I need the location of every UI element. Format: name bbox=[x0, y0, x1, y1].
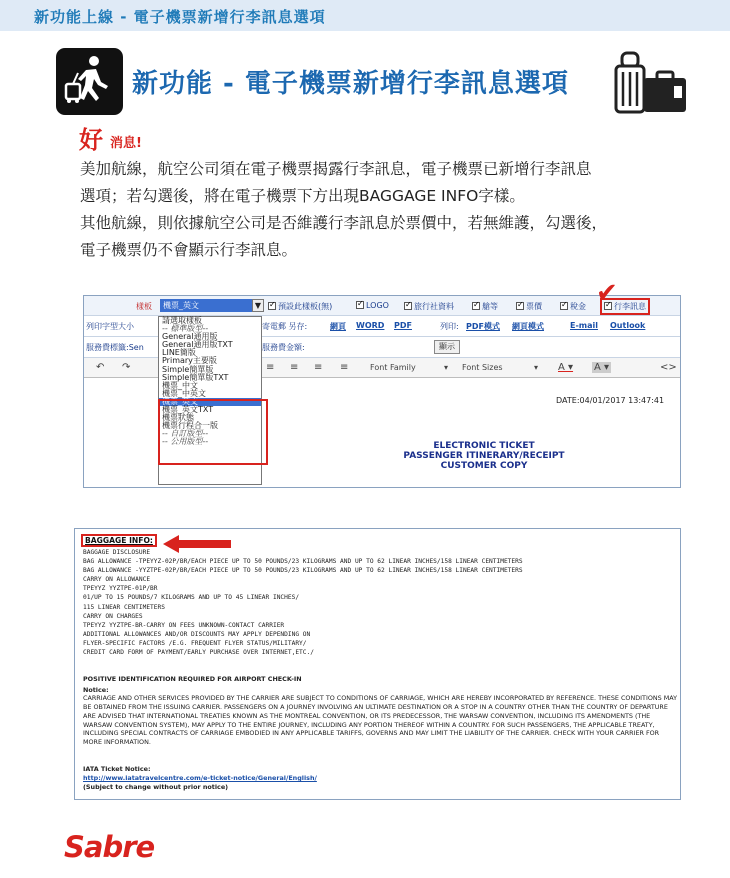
baggage-line: 01/UP TO 15 POUNDS/7 KILOGRAMS AND UP TO 45 LINEAR INCHES/ bbox=[83, 594, 300, 602]
dropdown-option[interactable]: General通用版 bbox=[162, 332, 218, 342]
dropdown-option[interactable]: 機票_中文 bbox=[162, 380, 198, 390]
save-pdf-link[interactable]: PDF bbox=[394, 321, 412, 330]
print-label: 列印: bbox=[440, 322, 459, 331]
template-select[interactable]: 機票_英文 bbox=[160, 299, 252, 312]
template-row bbox=[84, 296, 680, 316]
iata-block bbox=[83, 765, 317, 792]
baggage-info-screenshot bbox=[74, 528, 681, 800]
align-center-icon[interactable]: ≡ bbox=[290, 362, 299, 373]
font-color-icon[interactable]: A ▾ bbox=[558, 362, 574, 373]
baggage-line: FLYER-SPECIFIC FACTORS /E.G. FREQUENT FLYER STATUS/MILITARY/ bbox=[83, 639, 307, 647]
dropdown-option[interactable]: 機票_英文TXT bbox=[162, 405, 214, 415]
baggage-line: CREDIT CARD FORM OF PAYMENT/EARLY PURCHASE OVER INTERNET,ETC./ bbox=[83, 649, 314, 657]
print-web-link[interactable]: 網頁模式 bbox=[512, 322, 544, 331]
email-link[interactable]: E-mail bbox=[570, 321, 599, 330]
justify-icon[interactable]: ≡ bbox=[340, 362, 349, 373]
dropdown-option[interactable]: LINE簡版 bbox=[162, 348, 196, 358]
dropdown-option[interactable]: 請選取樣板 bbox=[162, 316, 202, 325]
eticket-line: ELECTRONIC TICKET bbox=[433, 441, 535, 451]
font-size-select[interactable]: Font Sizes bbox=[462, 363, 503, 372]
baggage-line: TPEYYZ YYZTPE-01P/BR bbox=[83, 585, 158, 593]
baggage-line: TPEYYZ YYZTPE-BR-CARRY ON FEES UNKNOWN-CONTACT CARRIER bbox=[83, 621, 285, 629]
baggage-line: CARRY ON CHARGES bbox=[83, 612, 143, 620]
cabin-class-checkbox[interactable]: ✓ 艙等 bbox=[472, 301, 498, 312]
dropdown-group: -- 標準版型-- bbox=[162, 324, 209, 334]
outlook-link[interactable]: Outlook bbox=[610, 321, 646, 330]
eticket-header bbox=[384, 441, 584, 471]
dropdown-option[interactable]: General通用版TXT bbox=[162, 340, 233, 350]
chevron-down-icon[interactable]: ▾ bbox=[534, 363, 539, 372]
iata-note: (Subject to change without prior notice) bbox=[83, 783, 229, 791]
notice-title: Notice: bbox=[83, 685, 109, 694]
dropdown-option[interactable]: Primary主要版 bbox=[162, 356, 217, 366]
save-word-link[interactable]: WORD bbox=[356, 321, 385, 330]
eticket-line: CUSTOMER COPY bbox=[440, 461, 528, 471]
chevron-down-icon[interactable]: ▾ bbox=[444, 363, 449, 372]
baggage-line: BAG ALLOWANCE -YYZTPE-02P/BR/EACH PIECE UP TO 50 POUNDS/23 KILOGRAMS AND UP TO 62 LINEAR INCHES/158 LINEAR CENTIMETERS bbox=[83, 567, 523, 575]
print-pdf-link[interactable]: PDF模式 bbox=[466, 322, 500, 331]
red-check-icon: ✔ bbox=[596, 278, 618, 308]
ticket-settings-screenshot bbox=[83, 278, 681, 488]
baggage-line: BAG ALLOWANCE -TPEYYZ-02P/BR/EACH PIECE UP TO 50 POUNDS/23 KILOGRAMS AND UP TO 62 LINEAR INCHES/158 LINEAR CENTIMETERS bbox=[83, 558, 523, 566]
dropdown-group: -- 公用版型-- bbox=[162, 437, 209, 447]
dropdown-option[interactable]: 機票_中英文 bbox=[162, 388, 206, 398]
news-paragraph-line: 美加航線，航空公司須在電子機票揭露行李訊息，電子機票已新增行李訊息 bbox=[80, 160, 592, 178]
align-left-icon[interactable]: ≡ bbox=[266, 362, 275, 373]
template-label: 樣板 bbox=[136, 302, 152, 311]
baggage-info-checkbox[interactable]: ✓ 行李訊息 bbox=[600, 298, 650, 315]
dropdown-option[interactable]: Simple簡單版TXT bbox=[162, 372, 229, 382]
traveler-icon bbox=[56, 48, 123, 115]
good-news-word: 好 bbox=[79, 126, 103, 154]
baggage-line: CARRY ON ALLOWANCE bbox=[83, 576, 151, 584]
fare-checkbox[interactable]: ✓ 票價 bbox=[516, 301, 542, 312]
baggage-line: BAGGAGE DISCLOSURE bbox=[83, 549, 151, 556]
sabre-logo: Sabre bbox=[64, 830, 155, 864]
align-right-icon[interactable]: ≡ bbox=[314, 362, 323, 373]
tax-checkbox[interactable]: ✓ 稅金 bbox=[560, 301, 586, 312]
iata-title: IATA Ticket Notice: bbox=[83, 765, 151, 773]
baggage-info-heading: BAGGAGE INFO: bbox=[81, 534, 157, 547]
eticket-line: PASSENGER ITINERARY/RECEIPT bbox=[403, 451, 565, 461]
dropdown-option[interactable]: 機票狀態 bbox=[162, 413, 194, 423]
dropdown-option[interactable]: 機票行程合一版 bbox=[162, 421, 218, 431]
baggage-disclosure-lines bbox=[83, 548, 523, 657]
show-button[interactable]: 顯示 bbox=[434, 340, 460, 354]
iata-link[interactable]: http://www.iatatravelcentre.com/e-ticket-notice/General/English/ bbox=[83, 774, 317, 782]
preset-template-link[interactable]: ✓ 預設此樣板(無) bbox=[268, 301, 332, 312]
good-news-sub: 消息! bbox=[110, 136, 142, 151]
luggage-icon bbox=[610, 48, 690, 116]
news-paragraph-line: 選項；若勾選後，將在電子機票下方出現BAGGAGE INFO字樣。 bbox=[80, 187, 525, 205]
feature-title: 新功能 - 電子機票新增行李訊息選項 bbox=[132, 69, 569, 99]
notice-text: CARRIAGE AND OTHER SERVICES PROVIDED BY THE CARRIER ARE SUBJECT TO CONDITIONS OF CARRIAGE, WHICH ARE HEREBY INCORPORATED BY REFERENCE. THESE CONDITIONS MAY BE OBTAINED FROM THE ISSUING CARRIER. PASSENGERS ON A JOURNEY INVOLVING AN ULTIMATE DESTINATION OR A STOP IN A COUNTRY OTHER THAN THE COUNTRY OF DEPARTURE ARE ADVISED THAT INTERNATIONAL TREATIES KNOWN AS THE MONTREAL CONVENTION, OR ITS PREDECESSOR, THE WARSAW CONVENTION, INCLUDING ITS AMENDMENTS (THE WARSAW CONVENTION SYSTEM), MAY APPLY TO THE ENTIRE JOURNEY, INCLUDING ANY PORTION THEREOF WITHIN A COUNTRY. FOR SUCH PASSENGERS, THE APPLICABLE TREATY, INCLUDING SPECIAL CONTRACTS OF CARRIAGE EMBODIED IN ANY APPLICABLE TARIFFS, GOVERNS AND MAY LIMIT THE LIABILITY OF THE CARRIER. CHECK WITH YOUR CARRIER FOR MORE INFORMATION. bbox=[83, 694, 678, 746]
news-paragraph-line: 其他航線，則依據航空公司是否維護行李訊息於票價中，若無維護，勾選後， bbox=[80, 214, 608, 232]
highlight-icon[interactable]: A ▾ bbox=[594, 362, 610, 373]
service-amount-label: 服務費金額: bbox=[262, 343, 305, 352]
font-family-select[interactable]: Font Family bbox=[370, 363, 416, 372]
page-header-title: 新功能上線 - 電子機票新增行李訊息選項 bbox=[34, 8, 326, 26]
agency-info-checkbox[interactable]: ✓ 旅行社資料 bbox=[404, 301, 454, 312]
save-web-link[interactable]: 網頁 bbox=[330, 322, 346, 331]
dropdown-group: -- 自訂版型-- bbox=[162, 429, 209, 439]
header-bar bbox=[0, 0, 730, 31]
redo-icon[interactable]: ↷ bbox=[122, 362, 131, 373]
source-code-icon[interactable]: <> bbox=[660, 362, 677, 373]
logo-checkbox[interactable]: ✓ LOGO bbox=[356, 301, 389, 310]
undo-icon[interactable]: ↶ bbox=[96, 362, 105, 373]
ticket-templates-highlight bbox=[158, 399, 268, 465]
font-size-label: 列印字型大小 bbox=[86, 322, 134, 331]
service-fee-label: 服務費標籤:Sen bbox=[86, 343, 144, 352]
baggage-line: 115 LINEAR CENTIMETERS bbox=[83, 603, 165, 611]
baggage-line: ADDITIONAL ALLOWANCES AND/OR DISCOUNTS MAY APPLY DEPENDING ON bbox=[83, 630, 311, 638]
chevron-down-icon[interactable]: ▼ bbox=[252, 299, 264, 312]
dropdown-option[interactable]: Simple簡單版 bbox=[162, 364, 214, 374]
ticket-date: DATE:04/01/2017 13:47:41 bbox=[556, 396, 665, 405]
notice-block bbox=[83, 675, 678, 747]
news-paragraph-line: 電子機票仍不會顯示行李訊息。 bbox=[80, 241, 298, 259]
positive-id-title: POSITIVE IDENTIFICATION REQUIRED FOR AIRPORT CHECK-IN bbox=[83, 675, 302, 683]
dropdown-option-selected[interactable]: 機票_英文 bbox=[159, 398, 261, 406]
email-label: 寄電郵 另存: bbox=[262, 322, 308, 331]
